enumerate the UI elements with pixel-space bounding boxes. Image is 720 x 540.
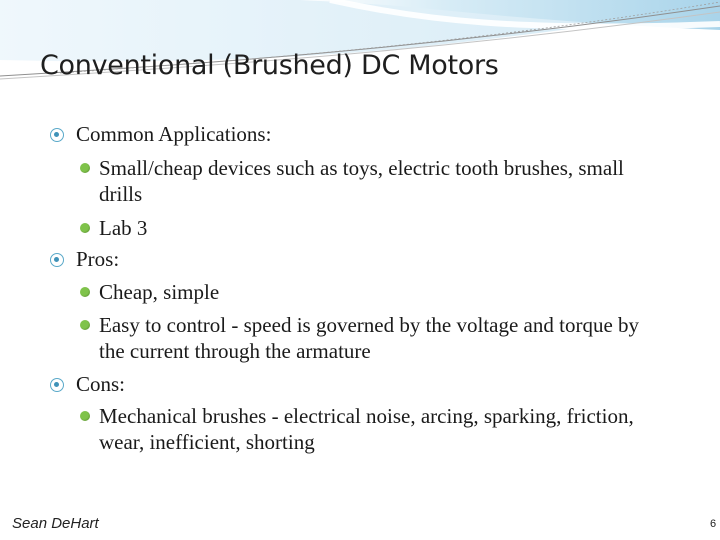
circle-bullet-icon [50,378,64,392]
footer-author: Sean DeHart [12,515,99,532]
green-dot-bullet-icon [80,411,90,421]
page-number: 6 [710,518,717,530]
bullet-item-text: Mechanical brushes - electrical noise, arcing, sparking, friction, wear, inefficient, shorting [99,404,634,454]
section-heading-text: Cons: [76,372,126,396]
green-dot-bullet-icon [80,163,90,173]
circle-bullet-icon [50,253,64,267]
section-heading-text: Pros: [76,247,120,271]
slide-title: Conventional (Brushed) DC Motors [40,50,499,81]
bullet-item-text: Small/cheap devices such as toys, electric tooth brushes, small drills [99,156,624,206]
section-heading-text: Common Applications: [76,122,272,146]
bullet-item-text: Cheap, simple [99,280,220,304]
circle-bullet-icon [50,128,64,142]
green-dot-bullet-icon [80,287,90,297]
bullet-item-text: Easy to control - speed is governed by the voltage and torque by the current through the armature [99,313,640,363]
green-dot-bullet-icon [80,320,90,330]
bullet-item-text: Lab 3 [99,216,148,240]
green-dot-bullet-icon [80,223,90,233]
